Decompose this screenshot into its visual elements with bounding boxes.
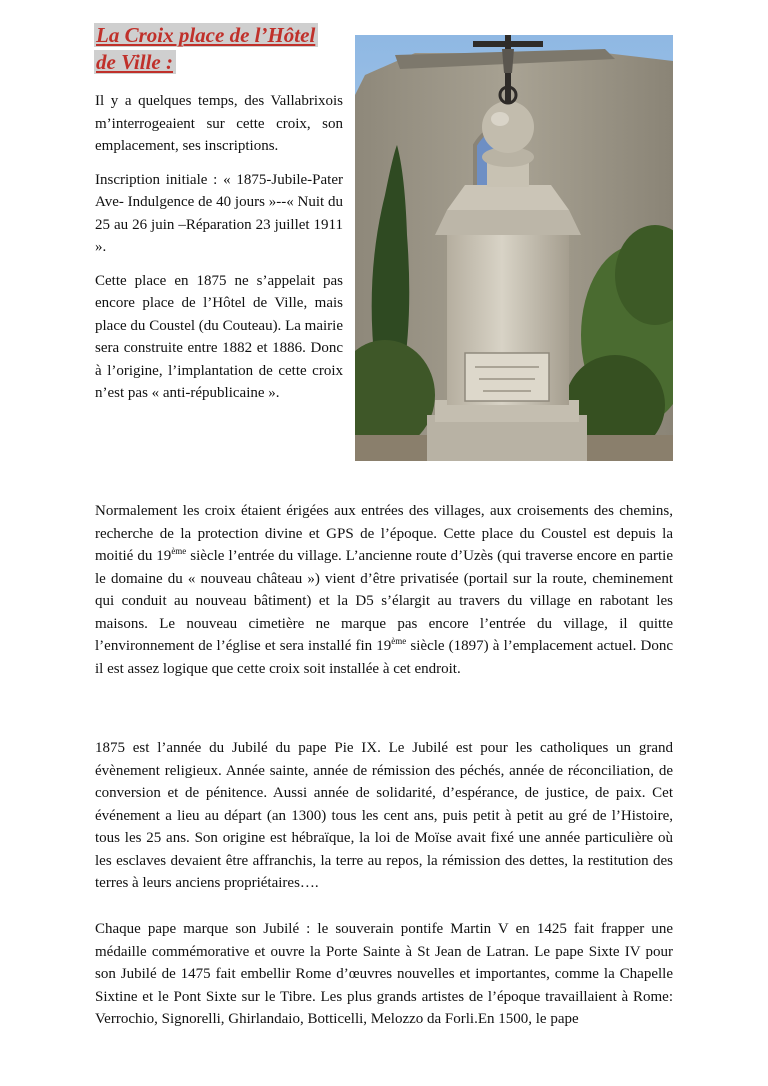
stone-cross-photo <box>355 35 673 461</box>
title-line-1: La Croix place de l’Hôtel <box>94 23 318 47</box>
superscript-eme-1: ème <box>171 546 187 556</box>
inscription-paragraph: Inscription initiale : « 1875-Jubile-Pater Ave- Indulgence de 40 jours »--« Nuit du 25 au 26 juin –Réparation 23 juillet 1911 ». <box>95 171 343 255</box>
place-history-paragraph: Cette place en 1875 ne s’appelait pas encore place de l’Hôtel de Ville, mais place du Coustel (du Couteau). La mairie sera construite entre 1882 et 1886. Donc à l’origine, l’implantation de cette croix n’est pas « anti-républicaine ». <box>95 272 343 401</box>
pape-paragraph <box>95 918 673 1031</box>
stone-cross-illustration <box>355 35 673 461</box>
croix-text-c: siècle (1897) à l’emplacement actuel. Donc il est assez logique que cette croix soit installée à cet endroit. <box>95 638 673 677</box>
superscript-eme-2: ème <box>391 636 407 646</box>
croix-location-paragraph <box>95 500 673 680</box>
title-line-2: de Ville : <box>94 50 176 74</box>
croix-text-a: Normalement les croix étaient érigées aux entrées des villages, aux croisements des chemins, recherche de la protection divine et GPS de l’époque. Cette place du Coustel est depuis la moitié du 19 <box>95 503 673 564</box>
jubile-text: 1875 est l’année du Jubilé du pape Pie IX. Le Jubilé est pour les catholiques un grand évènement religieux. Année sainte, année de rémission des péchés, année de réconciliation, de conversion et de pénitence. Aussi année de solidarité, d’espérance, de justice, de paix. Cet événement a lieu au départ (an 1300) tous les cent ans, puis petit à petit au gré de l’Histoire, tous les 25 ans. Son origine est hébraïque, la loi de Moïse avait fixé une année particulière où les esclaves devaient être affranchis, la terre au repos, la rémission des dettes, la restitution des terres à leurs anciens propriétaires…. <box>95 740 673 891</box>
croix-text-b: siècle l’entrée du village. L’ancienne route d’Uzès (qui traverse encore en partie le domaine du « nouveau château ») vient d’être privatisée (portail sur la route, cheminement qui conduit au nouveau bâtiment) et la D5 s’élargit au travers du village en rabotant les maisons. Le nouveau cimetière ne marque pas encore l’entrée du village, il quitte l’environnement de l’église et sera installé fin 19 <box>95 548 673 654</box>
page-title <box>94 22 318 76</box>
jubile-paragraph <box>95 737 673 895</box>
pape-text: Chaque pape marque son Jubilé : le souverain pontife Martin V en 1425 fait frapper une médaille commémorative et ouvre la Porte Sainte à St Jean de Latran. Le pape Sixte IV pour son Jubilé de 1475 fait embellir Rome d’œuvres nouvelles et importantes, comme la Chapelle Sixtine et le Pont Sixte sur le Tibre. Les plus grands artistes de l’époque travaillaient à Rome: Verrochio, Signorelli, Ghirlandaio, Botticelli, Melozzo da Forli.En 1500, le pape <box>95 921 673 1027</box>
intro-column <box>95 90 343 416</box>
intro-paragraph: Il y a quelques temps, des Vallabrixois m’interrogeaient sur cette croix, son emplacement, ses inscriptions. <box>95 93 343 154</box>
